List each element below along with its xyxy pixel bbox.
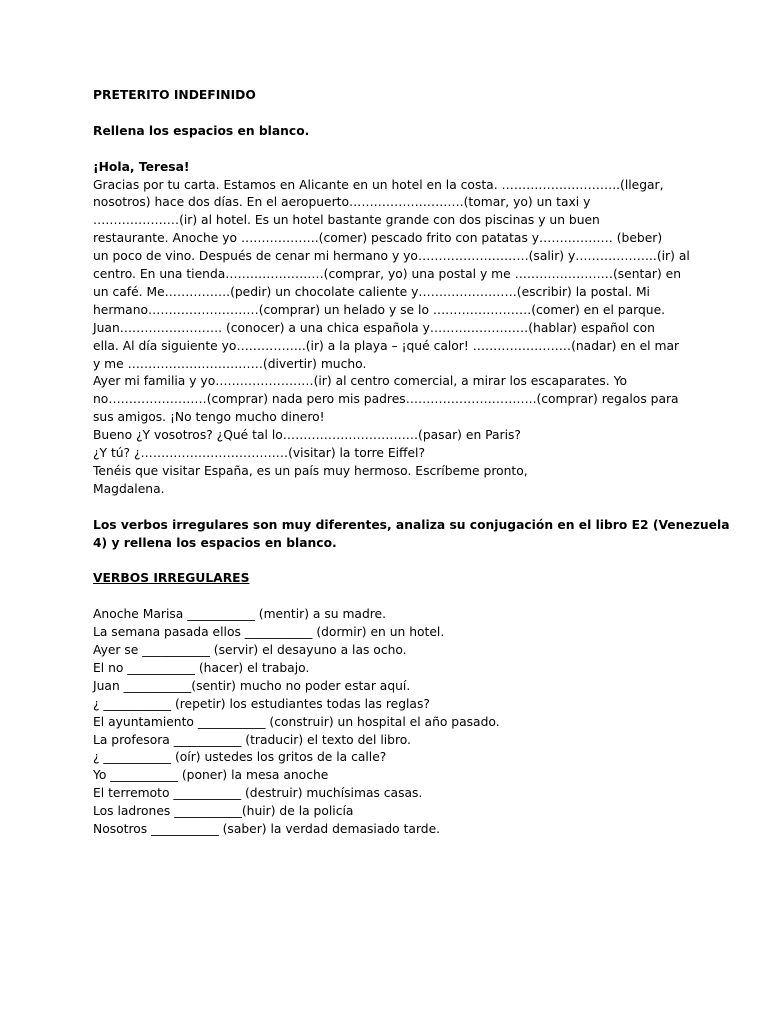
exercise-item: Nosotros ___________ (saber) la verdad demasiado tarde. [93,822,441,837]
exercise-list [93,606,683,839]
irregular-verbs-instruction [93,517,730,553]
exercise-item: ¿ ___________ (oír) ustedes los gritos de la calle? [93,750,387,765]
exercise-item: Anoche Marisa ___________ (mentir) a su madre. [93,607,387,622]
document-page [93,87,730,839]
letter-line: sus amigos. ¡No tengo mucho dinero! [93,410,325,425]
exercise-item: ¿ ___________ (repetir) los estudiantes todas las reglas? [93,696,430,711]
exercise-item: Juan ___________(sentir) mucho no poder estar aquí. [93,678,411,693]
letter-line: y me ……………………………(divertir) mucho. [93,356,367,371]
exercise-item: Ayer se ___________ (servir) el desayuno a las ocho. [93,643,407,658]
document-title: PRETERITO INDEFINIDO [93,88,256,102]
letter-line: un poco de vino. Después de cenar mi hermano y yo………………………(salir) y………………..(ir) al [93,249,690,264]
letter-line: ella. Al día siguiente yo……………..(ir) a la playa – ¡qué calor! ……………………(nadar) en el mar [93,338,680,353]
exercise-item: Los ladrones ___________(huir) de la policía [93,804,354,819]
letter-line: hermano………………………(comprar) un helado y se lo ……………………(comer) en el parque. [93,302,666,317]
exercise-item: El no ___________ (hacer) el trabajo. [93,660,310,675]
letter [93,159,690,499]
letter-line: …………………(ir) al hotel. Es un hotel bastante grande con dos piscinas y un buen [93,213,600,228]
letter-line: un café. Me…………….(pedir) un chocolate caliente y……………………(escribir) la postal. Mi [93,284,650,299]
exercise-item: El terremoto ___________ (destruir) muchísimas casas. [93,786,423,801]
exercise-item: La semana pasada ellos ___________ (dormir) en un hotel. [93,625,445,640]
letter-greeting: ¡Hola, Teresa! [93,159,190,174]
exercise-item: El ayuntamiento ___________ (construir) un hospital el año pasado. [93,714,500,729]
letter-line: Ayer mi familia y yo……………………(ir) al centro comercial, a mirar los escaparates. Yo [93,374,628,389]
section-title: VERBOS IRREGULARES [93,571,250,586]
letter-line: centro. En una tienda……………………(comprar, yo) una postal y me ……………………(sentar) en [93,267,682,282]
letter-line: nosotros) hace dos días. En el aeropuerto……………………….(tomar, yo) un taxi y [93,195,591,210]
exercise-item: La profesora ___________ (traducir) el texto del libro. [93,732,411,747]
letter-line: restaurante. Anoche yo ……………….(comer) pescado frito con patatas y……………… (beber) [93,231,663,246]
instruction-text: Rellena los espacios en blanco. [93,123,310,138]
irregular-instruction-line: Los verbos irregulares son muy diferentes, analiza su conjugación en el libro E2 (Venezuela [93,517,730,532]
letter-line: Tenéis que visitar España, es un país muy hermoso. Escríbeme pronto, [93,464,528,478]
letter-line: Gracias por tu carta. Estamos en Alicante en un hotel en la costa. ………………………..(llegar, [93,177,664,192]
letter-line: ¿Y tú? ¿………………………………(visitar) la torre Eiffel? [93,446,425,461]
letter-line: Juan……………………. (conocer) a una chica española y……………………(hablar) español con [93,320,655,335]
letter-line: no……………………(comprar) nada pero mis padres…………………………..(comprar) regalos para [93,392,679,407]
letter-signature: Magdalena. [93,481,165,496]
letter-line: Bueno ¿Y vosotros? ¿Qué tal lo……………………………(pasar) en Paris? [93,428,521,443]
irregular-instruction-line: 4) y rellena los espacios en blanco. [93,535,337,550]
exercise-item: Yo ___________ (poner) la mesa anoche [93,768,329,783]
